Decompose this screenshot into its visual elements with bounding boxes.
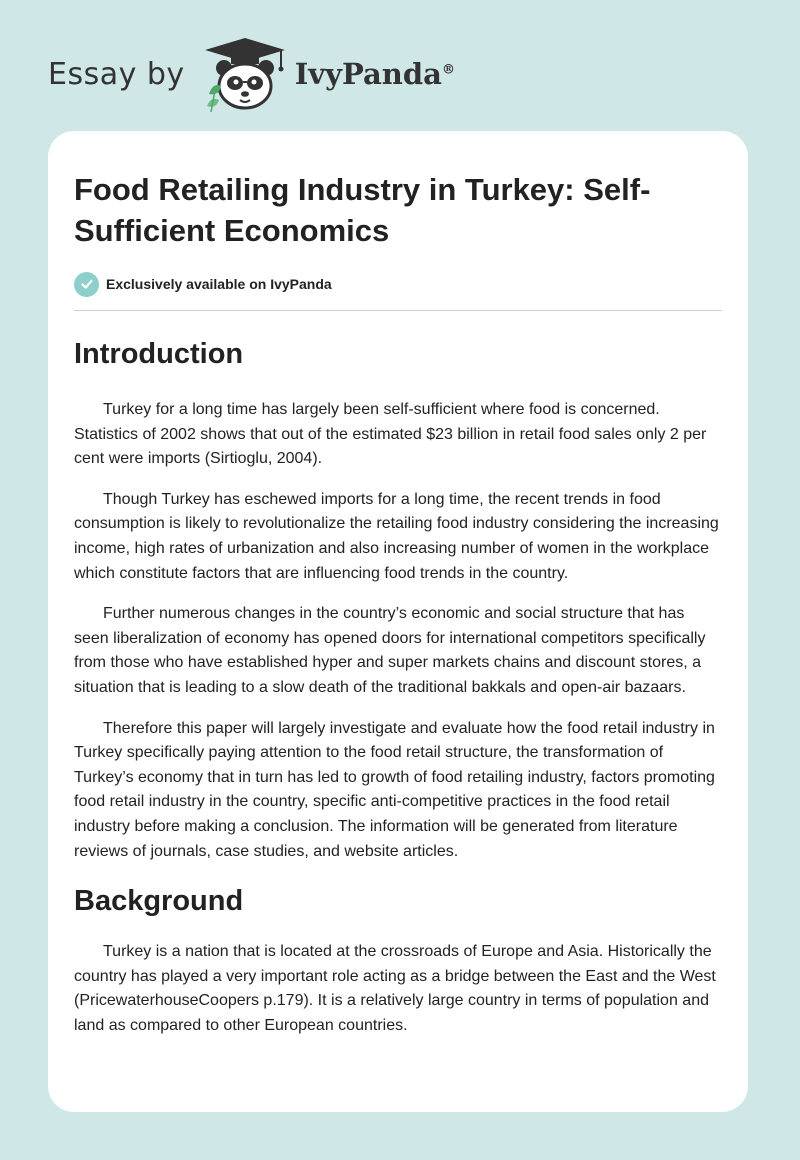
divider xyxy=(74,310,722,311)
check-icon xyxy=(74,272,99,297)
essay-card xyxy=(48,131,748,1112)
background-section xyxy=(74,884,722,1038)
panda-logo-icon[interactable] xyxy=(201,34,289,114)
essay-by-label: Essay by xyxy=(48,56,185,92)
paragraph: Turkey is a nation that is located at the crossroads of Europe and Asia. Historically the country has played a very important role acting as a bridge between the East and the West (PricewaterhouseCoopers p.179). It is a relatively large country in terms of population and land as compared to other European countries. xyxy=(74,943,716,1034)
section-heading: Background xyxy=(74,885,244,918)
brand-name[interactable] xyxy=(295,57,455,91)
registered-mark: ® xyxy=(441,62,455,78)
paragraph: Turkey for a long time has largely been self-sufficient where food is concerned. Statistics of 2002 shows that out of the estimated $23 billion in retail food sales only 2 per cent were imports (Sirtioglu, 2004). xyxy=(74,401,707,468)
paragraph: Though Turkey has eschewed imports for a long time, the recent trends in food consumption is likely to revolutionalize the retailing food industry considering the increasing income, high rates of urbanization and also increasing number of women in the workplace which constitute factors that are influencing food trends in the country. xyxy=(74,490,719,582)
paragraph: Therefore this paper will largely investigate and evaluate how the food retail industry in Turkey specifically paying attention to the food retail structure, the transformation of Turkey’s economy that in turn has led to growth of food retailing industry, factors promoting food retail industry in the country, specific anti-competitive practices in the food retail industry before making a conclusion. The information will be generated from literature reviews of journals, case studies, and website articles. xyxy=(74,719,715,860)
exclusive-badge-text: Exclusively available on IvyPanda xyxy=(106,276,332,292)
brand-text: IvyPanda xyxy=(294,57,442,91)
site-header xyxy=(48,34,455,114)
section-heading: Introduction xyxy=(74,338,244,370)
exclusive-badge xyxy=(74,270,722,298)
paragraph: Further numerous changes in the country’s economic and social structure that has seen liberalization of economy has opened doors for international competitors specifically from those who have established hyper and super markets chains and discount stores, a situation that is leading to a slow death of the traditional bakkals and open-air bazaars. xyxy=(74,605,706,696)
essay-title: Food Retailing Industry in Turkey: Self-Sufficient Economics xyxy=(74,172,651,248)
introduction-section xyxy=(74,337,722,864)
